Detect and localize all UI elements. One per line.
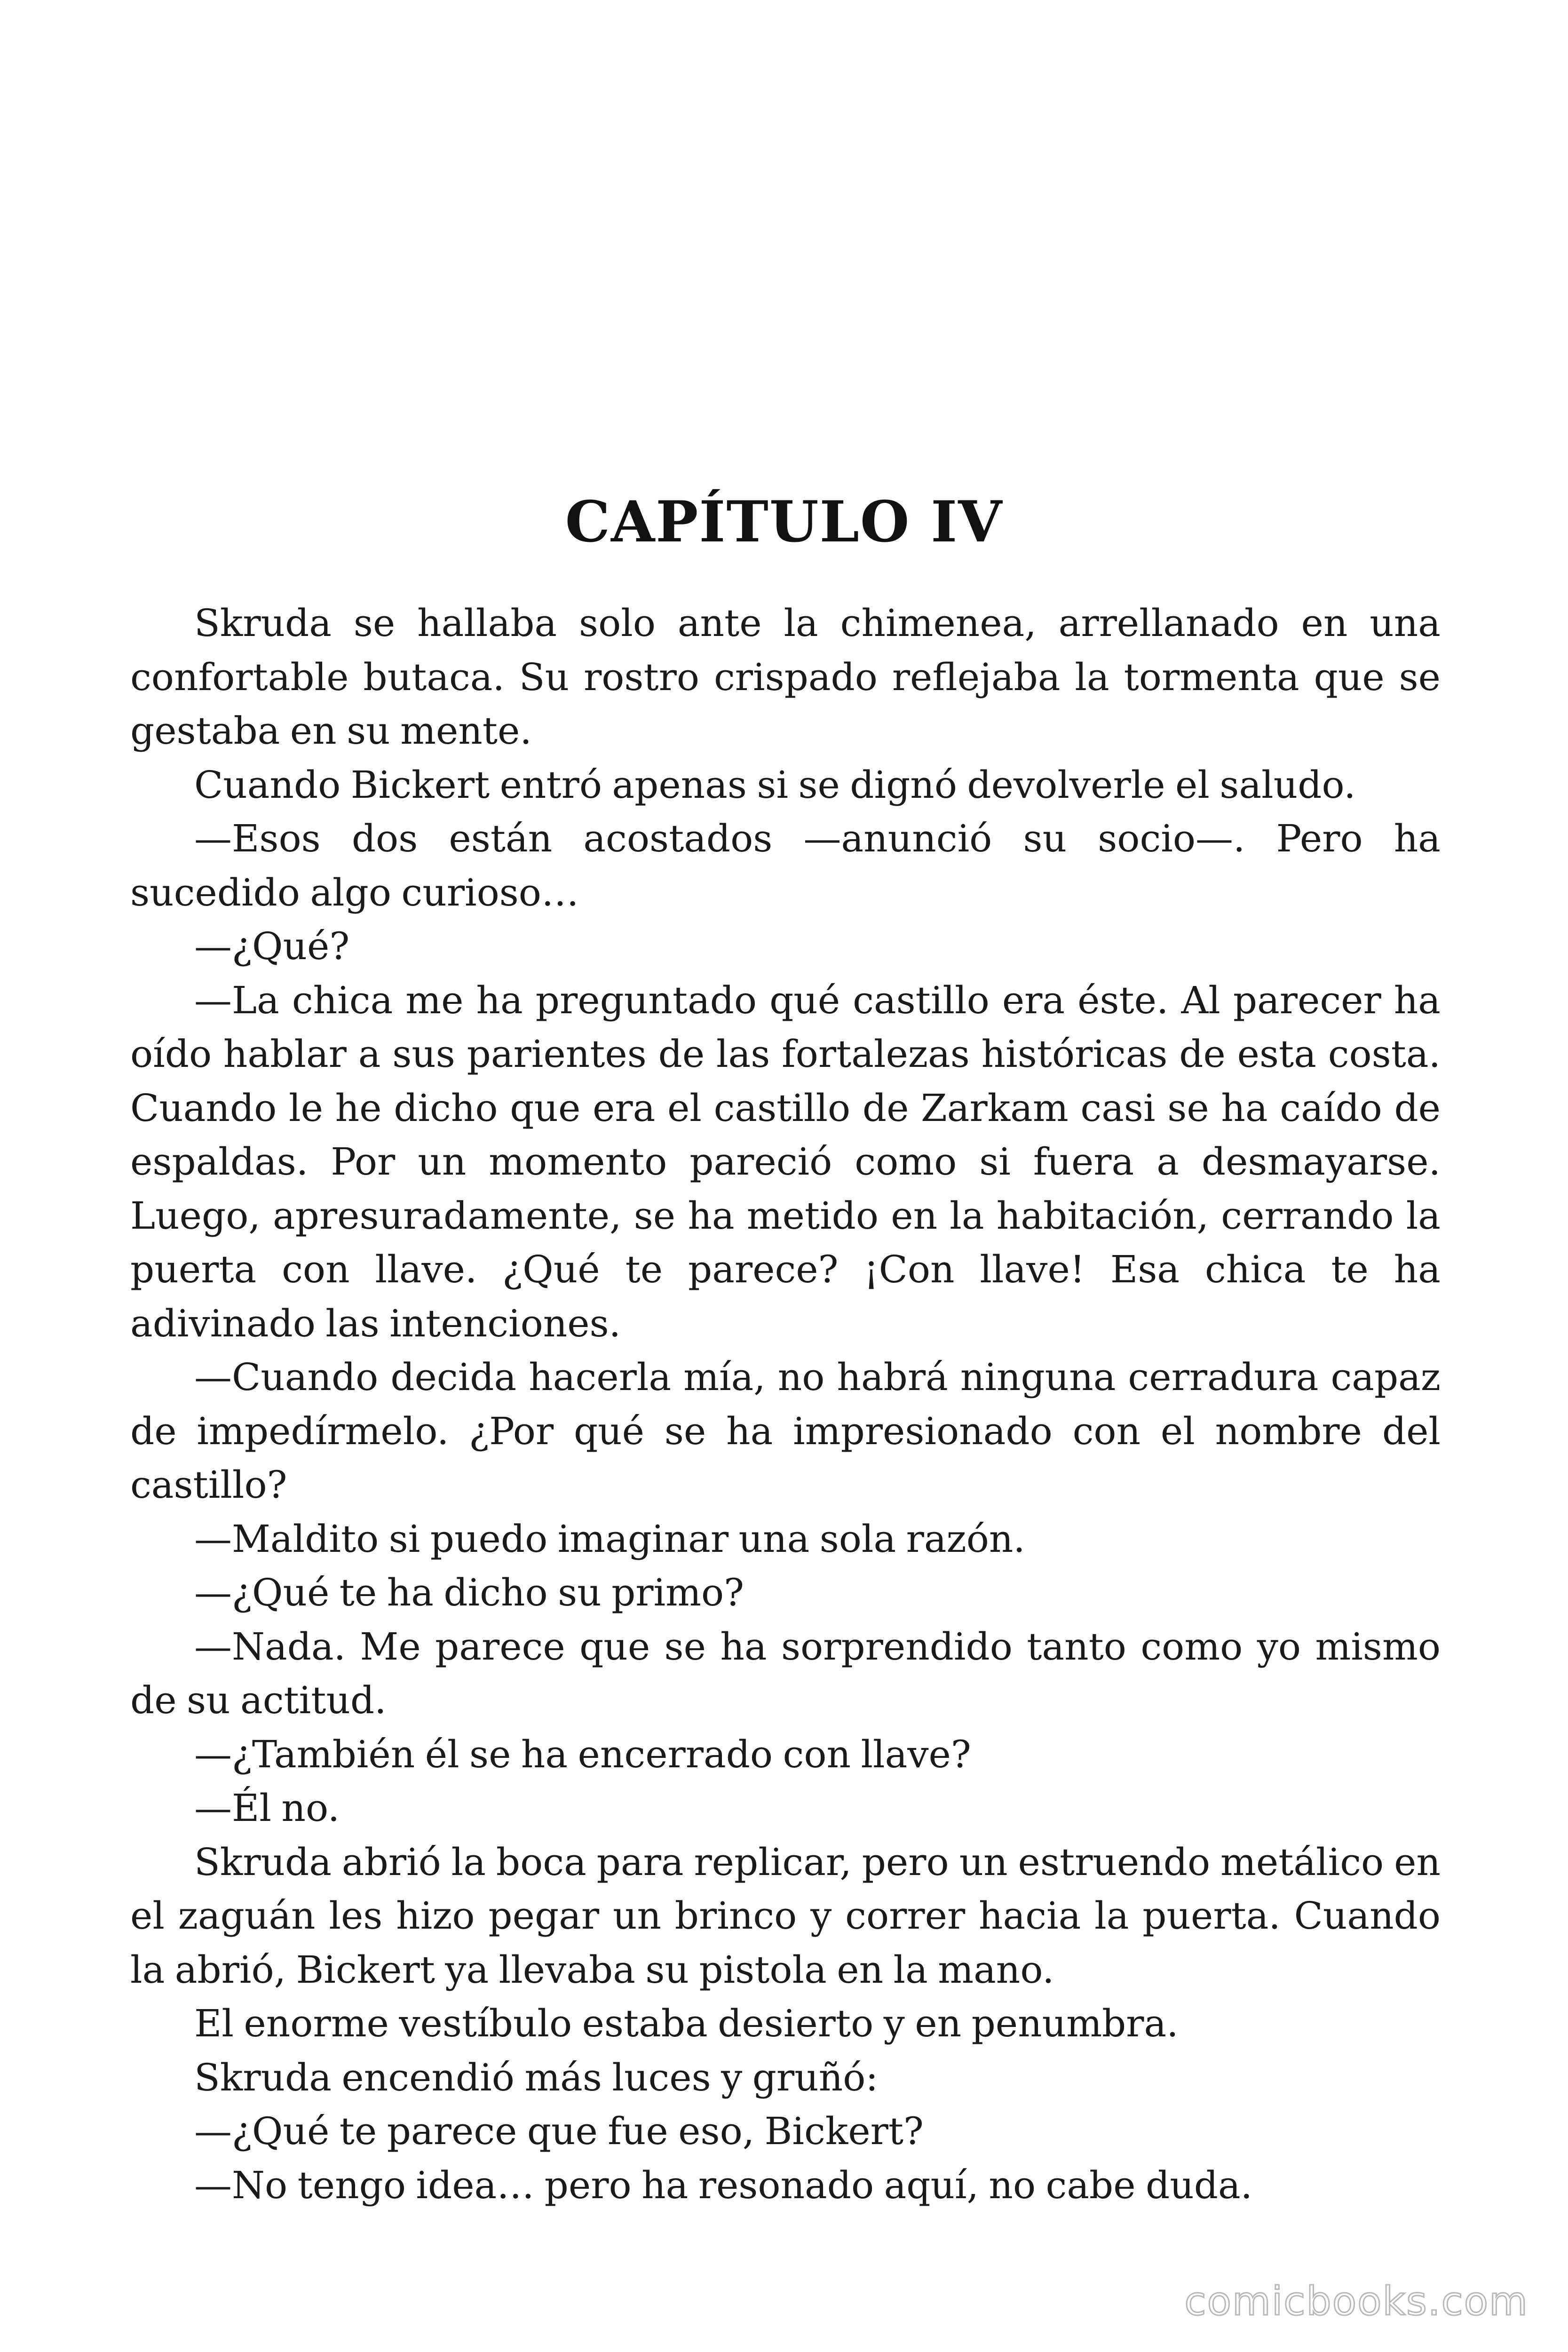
watermark: comicbooks.com: [1184, 2278, 1528, 2324]
paragraph: —Esos dos están acostados —anunció su socio—. Pero ha sucedido algo curioso…: [130, 817, 1441, 914]
paragraph: Skruda abrió la boca para replicar, pero un estruendo metálico en el zaguán les hizo pegar un brinco y correr hacia la puerta. Cuando la abrió, Bickert ya llevaba su pistola en la mano.: [130, 1840, 1441, 1992]
paragraph: —La chica me ha preguntado qué castillo era éste. Al parecer ha oído hablar a sus parientes de las fortalezas históricas de esta costa. Cuando le he dicho que era el castillo de Zarkam casi se ha caído de espaldas. Por un momento pareció como si fuera a desmayarse. Luego, apresuradamente, se ha metido en la habitación, cerrando la puerta con llave. ¿Qué te parece? ¡Con llave! Esa chica te ha adivinado las intenciones.: [130, 978, 1441, 1345]
chapter-body: [130, 596, 1441, 2212]
paragraph: Skruda se hallaba solo ante la chimenea, arrellanado en una confortable butaca. Su rostro crispado reflejaba la tormenta que se gestaba en su mente.: [130, 601, 1441, 753]
paragraph: —No tengo idea… pero ha resonado aquí, no cabe duda.: [194, 2163, 1253, 2207]
paragraph: El enorme vestíbulo estaba desierto y en penumbra.: [194, 2002, 1179, 2045]
chapter-title: CAPÍTULO IV: [565, 489, 1003, 556]
paragraph: —Cuando decida hacerla mía, no habrá ninguna cerradura capaz de impedírmelo. ¿Por qué se ha impresionado con el nombre del castillo?: [130, 1355, 1441, 1507]
paragraph: —¿También él se ha encerrado con llave?: [194, 1732, 971, 1776]
paragraph: —¿Qué?: [194, 924, 350, 968]
paragraph: —Él no.: [194, 1786, 340, 1830]
paragraph: Cuando Bickert entró apenas si se dignó devolverle el saludo.: [194, 763, 1356, 807]
paragraph: Skruda encendió más luces y gruñó:: [194, 2055, 879, 2099]
paragraph: —¿Qué te ha dicho su primo?: [194, 1571, 744, 1614]
paragraph: —Nada. Me parece que se ha sorprendido tanto como yo mismo de su actitud.: [130, 1624, 1441, 1722]
paragraph: —¿Qué te parece que fue eso, Bickert?: [194, 2109, 924, 2153]
paragraph: —Maldito si puedo imaginar una sola razón.: [194, 1517, 1025, 1561]
